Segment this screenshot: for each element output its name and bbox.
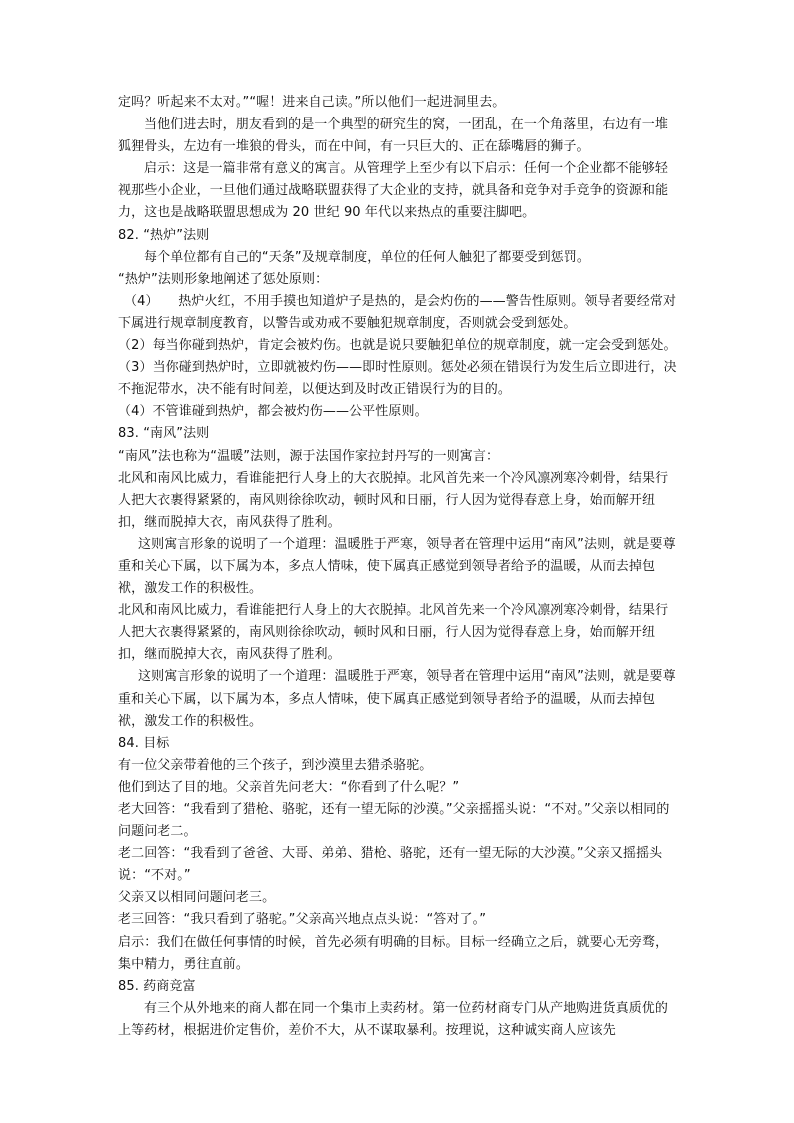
document-body [118, 92, 678, 1042]
paragraph-ask-third: 父亲又以相同问题问老三。 [118, 890, 276, 906]
paragraph-south-wind-intro: “南风”法也称为“温暖”法则，源于法国作家拉封丹写的一则寓言： [118, 448, 500, 464]
section-heading-83: 83. “南风”法则 [118, 426, 210, 442]
section-heading-84: 84. 目标 [118, 735, 170, 751]
section-heading-85: 85. 药商竞富 [118, 978, 196, 994]
list-item-certainty: （2）每当你碰到热炉，肯定会被灼伤。也就是说只要触犯单位的规章制度，就一定会受到惩处。 [118, 338, 677, 354]
paragraph-third-answer: 老三回答：“我只看到了骆驼。”父亲高兴地点点头说：“答对了。” [118, 912, 487, 928]
paragraph-moral-2: 这则寓言形象的说明了一个道理：温暖胜于严寒，领导者在管理中运用“南风”法则，就是要尊重和关心下属，以下属为本，多点人情味，使下属真正感觉到领导者给予的温暖，从而去掉包袱，激发工作的积极性。 [118, 669, 676, 729]
paragraph-insight-alliance: 启示：这是一篇非常有意义的寓言。从管理学上至少有以下启示：任何一个企业都不能够轻视那些小企业，一旦他们通过战略联盟获得了大企业的支持，就具备和竞争对手竞争的资源和能力，这也是战略联盟思想成为 20 世纪 90 年代以来热点的重要注脚吧。 [118, 161, 669, 221]
list-item-warning-principle: （4） 热炉火红，不用手摸也知道炉子是热的，是会灼伤的——警告性原则。领导者要经常对下属进行规章制度教育，以警告或劝戒不要触犯规章制度，否则就会受到惩处。 [118, 293, 677, 331]
paragraph-moral-1: 这则寓言形象的说明了一个道理：温暖胜于严寒，领导者在管理中运用“南风”法则，就是要尊重和关心下属，以下属为本，多点人情味，使下属真正感觉到领导者给予的温暖，从而去掉包袱，激发工作的积极性。 [118, 536, 676, 597]
paragraph-insight-goal: 启示：我们在做任何事情的时候，首先必须有明确的目标。目标一经确立之后，就要心无旁骛，集中精力，勇往直前。 [118, 934, 669, 972]
paragraph-three-merchants: 有三个从外地来的商人都在同一个集市上卖药材。第一位药材商专门从产地购进货真质优的上等药材，根据进价定售价，差价不大，从不谋取暴利。按理说，这种诚实商人应该先 [118, 1000, 669, 1038]
paragraph-lion-den: 当他们进去时，朋友看到的是一个典型的研究生的窝，一团乱，在一个角落里，右边有一堆狐狸骨头，左边有一堆狼的骨头，而在中间，有一只巨大的、正在舔嘴唇的狮子。 [118, 117, 669, 155]
paragraph-second-answer: 老二回答：“我看到了爸爸、大哥、弟弟、猎枪、骆驼，还有一望无际的大沙漠。”父亲又摇摇头说：“不对。” [118, 846, 663, 884]
paragraph-eldest-answer: 老大回答：“我看到了猎枪、骆驼，还有一望无际的沙漠。”父亲摇摇头说：“不对。”父亲以相同的问题问老二。 [118, 802, 670, 840]
list-item-immediacy: （3）当你碰到热炉时，立即就被灼伤——即时性原则。惩处必须在错误行为发生后立即进行，决不拖泥带水，决不能有时间差，以便达到及时改正错误行为的目的。 [118, 360, 677, 398]
paragraph-fable-1: 北风和南风比威力，看谁能把行人身上的大衣脱掉。北风首先来一个冷风凛冽寒冷刺骨，结果行人把大衣裹得紧紧的，南风则徐徐吹动，顿时风和日丽，行人因为觉得春意上身，始而解开纽扣，继而脱掉大衣，南风获得了胜利。 [118, 470, 669, 530]
section-heading-82: 82. “热炉”法则 [118, 227, 210, 243]
paragraph-arrival: 他们到达了目的地。父亲首先问老大：“你看到了什么呢？” [118, 779, 460, 795]
paragraph-hot-stove-intro: “热炉”法则形象地阐述了惩处原则： [118, 271, 329, 287]
paragraph-rules: 每个单位都有自己的“天条”及规章制度，单位的任何人触犯了都要受到惩罚。 [144, 249, 590, 265]
paragraph-fox-continuation: 定吗？听起来不太对。”“喔！进来自己读。”所以他们一起进洞里去。 [118, 95, 506, 110]
paragraph-fable-2: 北风和南风比威力，看谁能把行人身上的大衣脱掉。北风首先来一个冷风凛冽寒冷刺骨，结果行人把大衣裹得紧紧的，南风则徐徐吹动，顿时风和日丽，行人因为觉得春意上身，始而解开纽扣，继而脱掉大衣，南风获得了胜利。 [118, 603, 669, 663]
list-item-fairness: （4）不管谁碰到热炉，都会被灼伤——公平性原则。 [118, 404, 428, 420]
paragraph-father-sons: 有一位父亲带着他的三个孩子，到沙漠里去猎杀骆驼。 [118, 757, 433, 773]
